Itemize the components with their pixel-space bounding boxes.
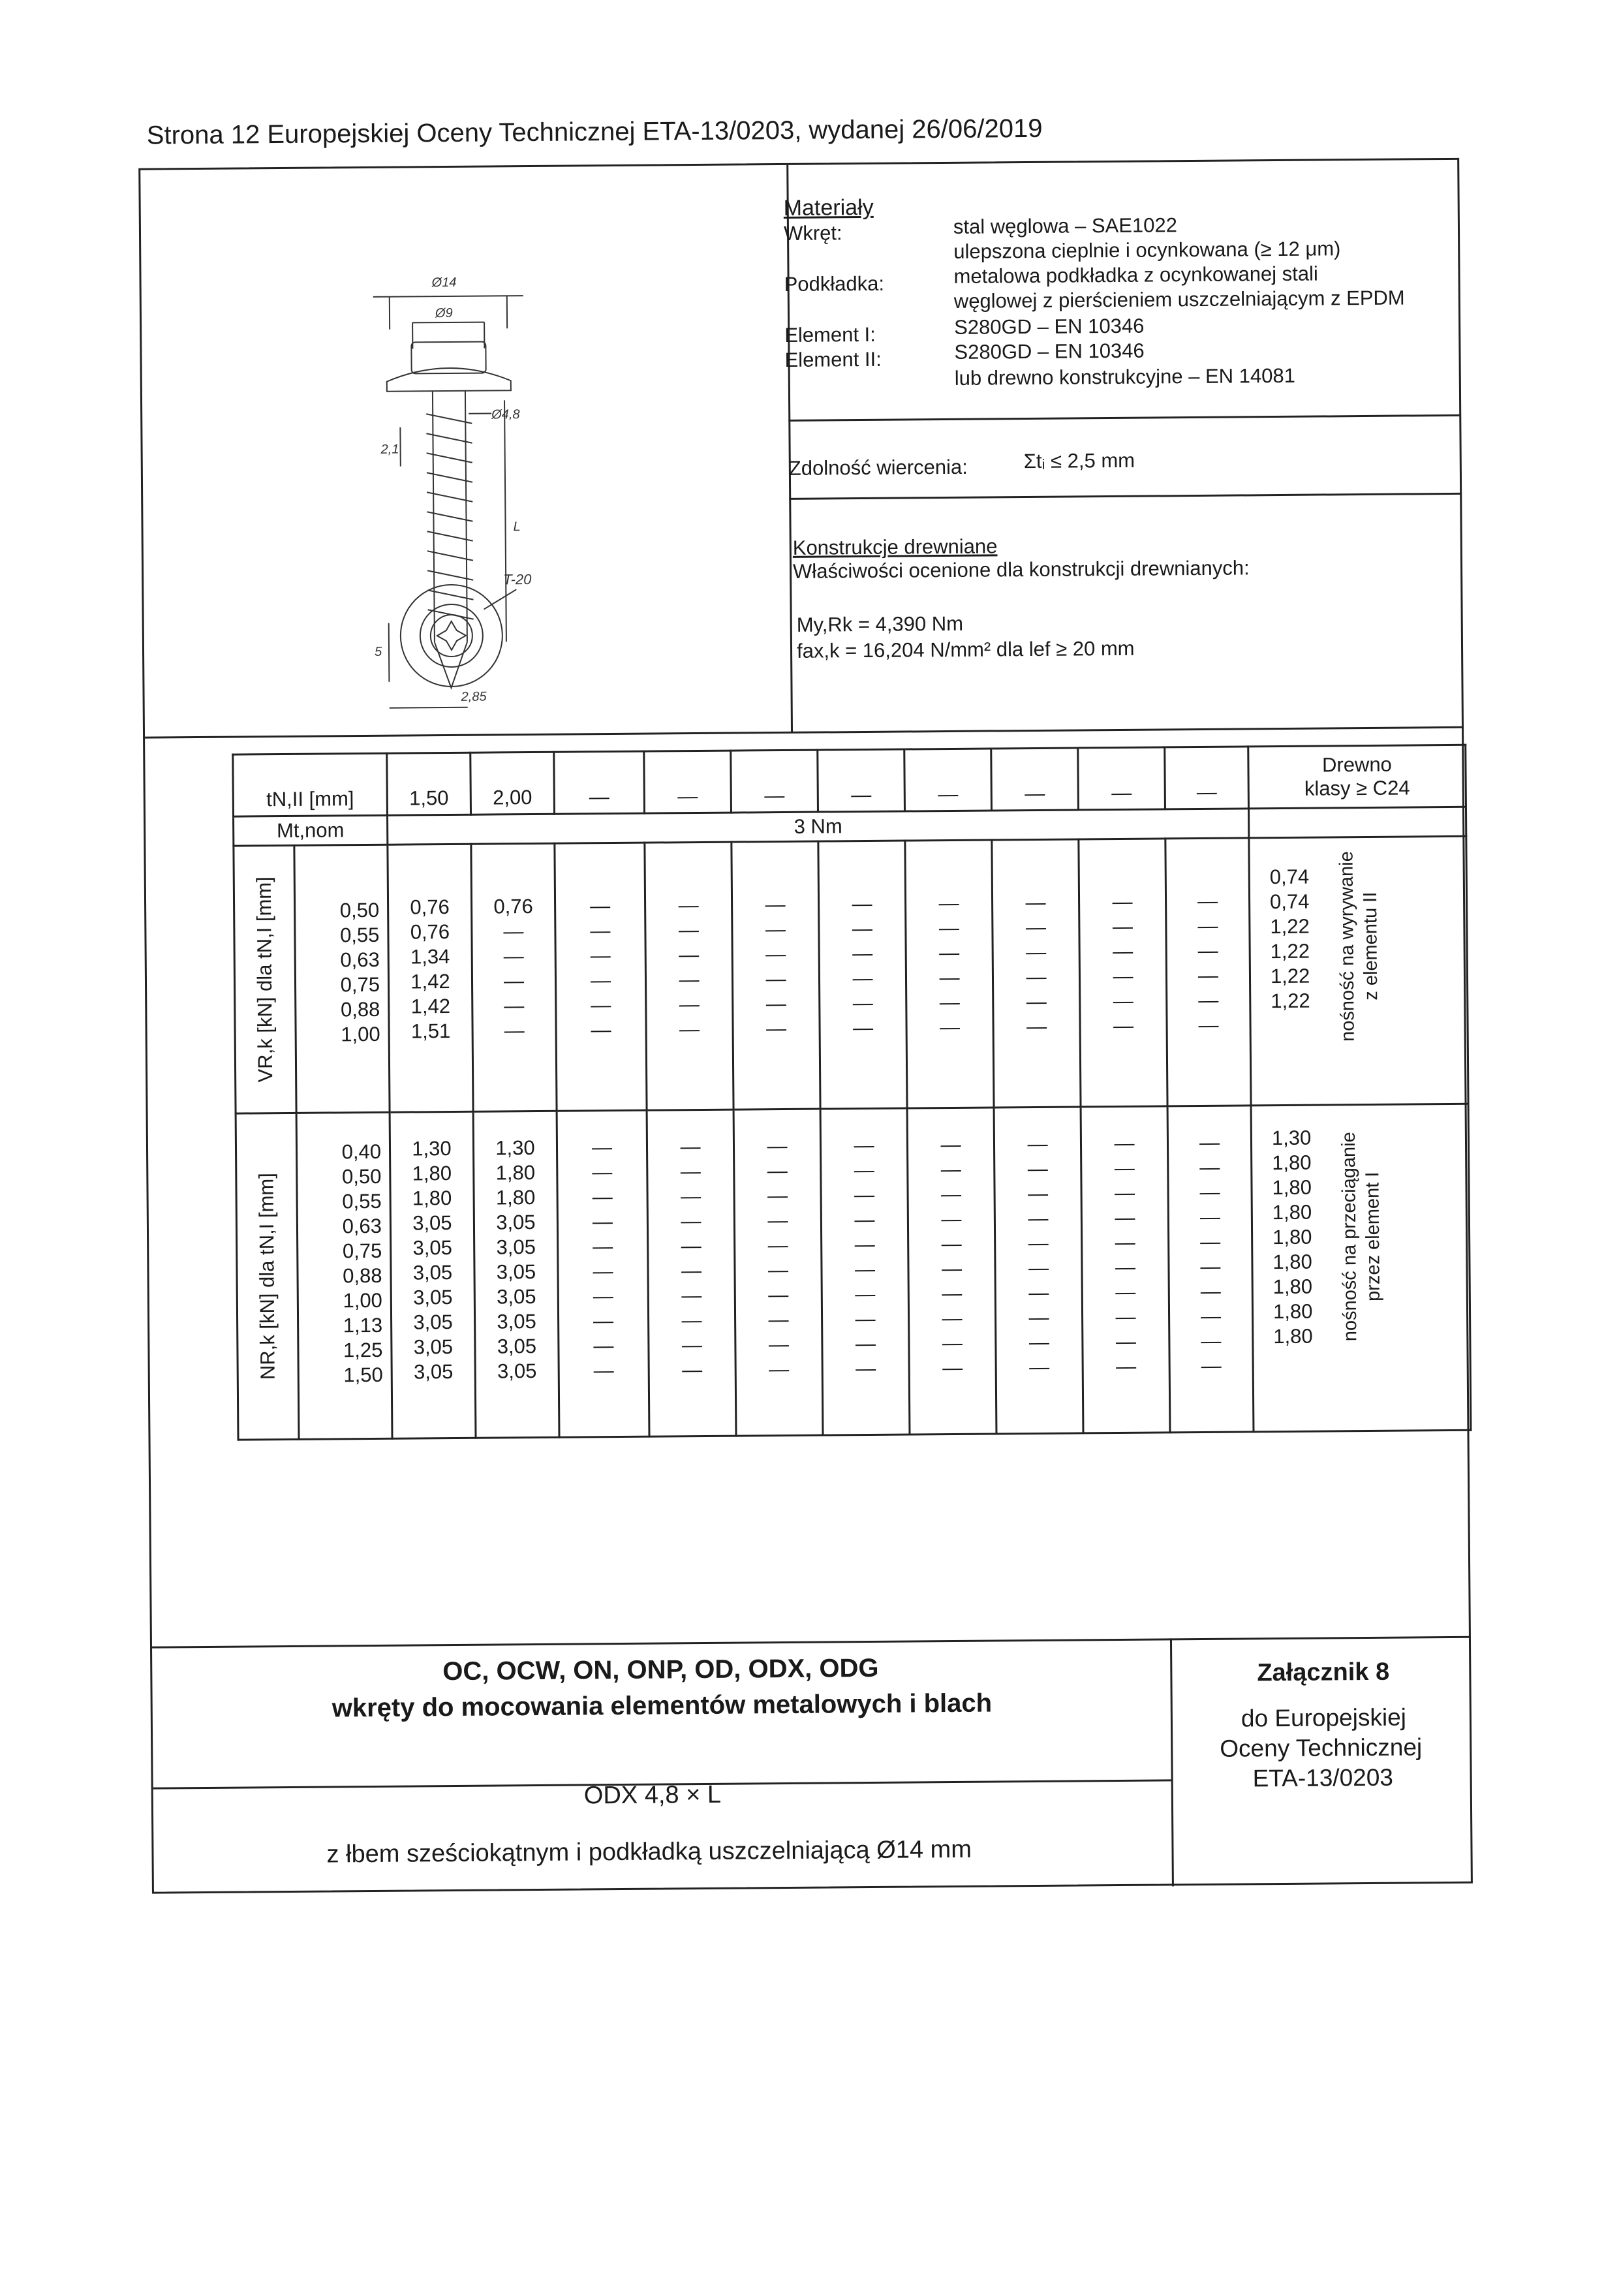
tension-wood: 1,80 [1273, 1299, 1313, 1324]
dash-cell: — [559, 1209, 647, 1235]
dash-cell: — [996, 1305, 1081, 1330]
t2-value: — [555, 785, 643, 813]
tension-value: 3,05 [476, 1309, 557, 1335]
dim-washer-diameter: Ø9 [435, 306, 453, 320]
dash-cell: — [1082, 1180, 1167, 1205]
dash-cell: — [910, 1280, 995, 1306]
dash-cell: — [909, 1231, 994, 1256]
tension-value: 1,30 [391, 1136, 472, 1162]
dash-column [1169, 1106, 1252, 1378]
dash-cell: — [996, 1255, 1081, 1280]
dash-column [1082, 1107, 1169, 1379]
shear-value: 1,42 [390, 969, 471, 995]
shear-value: — [473, 969, 555, 994]
dash-cell: — [1083, 1230, 1167, 1255]
dash-column [822, 1109, 908, 1382]
dash-column [648, 1111, 735, 1383]
dash-cell: — [557, 943, 645, 969]
annex-line: ETA-13/0203 [1252, 1764, 1393, 1793]
dash-cell: — [823, 1282, 908, 1307]
footer-product: ODX 4,8 × L [584, 1781, 722, 1810]
dash-cell: — [1080, 889, 1165, 914]
dash-cell: — [997, 1354, 1082, 1380]
dash-cell: — [994, 939, 1079, 965]
wood-header: Drewno [1249, 752, 1464, 778]
mtnom-label: Mt,nom [234, 818, 386, 843]
shear-wood: 1,22 [1271, 964, 1310, 989]
timber-subheading: Właściwości ocenione dla konstrukcji drewnianych: [793, 556, 1250, 583]
dash-cell: — [1083, 1254, 1167, 1280]
tension-wood: 1,80 [1272, 1225, 1312, 1250]
timber-myrk: My,Rk = 4,390 Nm [797, 612, 964, 637]
dash-column [819, 842, 905, 1041]
dash-column [1079, 839, 1165, 1038]
tension-wood: 1,80 [1273, 1324, 1313, 1349]
tension-t1: 0,88 [298, 1264, 382, 1289]
shear-wood: 0,74 [1270, 865, 1310, 890]
dash-cell: — [824, 1356, 908, 1382]
t2-value: — [732, 784, 817, 812]
tension-value: 3,05 [392, 1211, 473, 1236]
tension-value: 1,30 [474, 1136, 556, 1161]
dash-cell: — [559, 1284, 647, 1309]
dash-cell: — [820, 966, 905, 991]
tnii-label: tN,II [mm] [234, 787, 386, 816]
shear-value: 0,76 [389, 895, 470, 920]
dash-cell: — [649, 1308, 734, 1333]
dash-cell: — [1167, 888, 1248, 914]
tension-value: 3,05 [392, 1310, 474, 1335]
dash-cell: — [733, 967, 818, 992]
dim-thread-pitch: 2,1 [380, 442, 399, 457]
dash-cell: — [907, 989, 992, 1015]
shear-t1: 0,63 [296, 948, 380, 973]
shear-t1: 0,55 [296, 923, 379, 948]
dash-cell: — [647, 1017, 732, 1042]
t2-value: — [1079, 781, 1164, 809]
drilling-value: Σtᵢ ≤ 2,5 mm [1024, 449, 1135, 473]
dash-cell: — [557, 968, 645, 993]
tension-wood-note: nośność na przeciąganie [1337, 1125, 1363, 1348]
tension-t1: 1,50 [300, 1363, 383, 1388]
dash-cell: — [1169, 1229, 1251, 1254]
drive-label: T-20 [503, 571, 532, 587]
dash-cell: — [647, 967, 732, 993]
tension-wood-note: przez element I [1361, 1125, 1386, 1348]
shear-wood-note: z elementu II [1359, 851, 1383, 1042]
shear-value: 0,76 [389, 920, 470, 945]
dash-cell: — [823, 1331, 908, 1357]
dash-cell: — [649, 1333, 734, 1358]
dash-cell: — [1171, 1353, 1252, 1378]
tension-wood: 1,80 [1272, 1200, 1312, 1225]
tension-value: 3,05 [392, 1335, 474, 1360]
tension-value: 3,05 [475, 1260, 557, 1285]
dash-cell: — [1082, 1130, 1167, 1156]
materials-value: lub drewno konstrukcyjne – EN 14081 [955, 364, 1295, 390]
tension-t1: 0,75 [298, 1239, 382, 1264]
dash-cell: — [907, 1014, 992, 1040]
dash-cell: — [736, 1307, 821, 1333]
dash-cell: — [559, 1309, 647, 1334]
dash-cell: — [559, 1333, 647, 1359]
dash-cell: — [646, 893, 731, 918]
divider [786, 165, 793, 733]
t2-value: 2,00 [472, 786, 553, 814]
dash-cell: — [820, 1016, 905, 1041]
dash-cell: — [649, 1233, 733, 1259]
dash-column [906, 841, 992, 1040]
dash-column [645, 843, 732, 1042]
dash-cell: — [735, 1258, 820, 1283]
dash-cell: — [558, 1160, 646, 1185]
dash-cell: — [906, 915, 991, 940]
dash-column [908, 1108, 995, 1380]
tension-t1: 0,63 [298, 1214, 382, 1239]
dash-cell: — [908, 1181, 993, 1207]
tension-value: 1,80 [474, 1185, 556, 1211]
dash-cell: — [559, 1234, 647, 1260]
tension-t1: 1,00 [299, 1288, 382, 1314]
torx-drive-drawing [386, 570, 570, 702]
dash-cell: — [996, 1230, 1081, 1256]
tension-value: 3,05 [476, 1359, 558, 1384]
dash-cell: — [733, 991, 818, 1017]
dash-cell: — [996, 1205, 1081, 1231]
dash-cell: — [1169, 1130, 1250, 1155]
timber-faxk: fax,k = 16,204 N/mm² dla lef ≥ 20 mm [797, 637, 1135, 663]
materials-value: S280GD – EN 10346 [954, 315, 1145, 339]
tension-value: 3,05 [392, 1285, 474, 1311]
materials-label: Element II: [784, 348, 881, 372]
dash-cell: — [736, 1332, 821, 1357]
dash-cell: — [1167, 1012, 1249, 1038]
shear-value: 1,51 [390, 1019, 471, 1044]
dash-cell: — [1169, 1179, 1250, 1205]
dash-cell: — [560, 1358, 648, 1384]
dash-cell: — [822, 1183, 906, 1208]
dash-cell: — [1167, 963, 1249, 988]
divider [1170, 1638, 1174, 1886]
dash-cell: — [995, 1156, 1080, 1181]
materials-label: Wkręt: [784, 221, 842, 245]
dash-cell: — [1083, 1205, 1167, 1230]
dash-column [993, 840, 1079, 1039]
shear-value: — [473, 944, 555, 969]
dash-cell: — [1083, 1304, 1168, 1329]
tension-wood: 1,30 [1272, 1126, 1312, 1151]
materials-heading: Materiały [784, 195, 874, 221]
dim-drill-diameter: 2,85 [461, 690, 487, 704]
dash-cell: — [648, 1159, 733, 1185]
shear-t1-list [295, 846, 388, 1047]
footer-description: z łbem sześciokątnym i podkładką uszczelniającą Ø14 mm [326, 1836, 972, 1869]
dash-cell: — [910, 1330, 995, 1356]
drilling-label: Zdolność wiercenia: [789, 456, 968, 480]
dash-cell: — [650, 1357, 735, 1383]
dash-cell: — [996, 1280, 1081, 1305]
dash-cell: — [994, 1014, 1079, 1039]
materials-value: S280GD – EN 10346 [954, 339, 1145, 364]
tension-t1: 1,13 [299, 1313, 382, 1339]
dash-cell: — [733, 917, 818, 942]
dash-cell: — [1170, 1279, 1252, 1304]
dash-cell: — [735, 1208, 820, 1233]
dash-cell: — [1167, 987, 1249, 1013]
dash-cell: — [559, 1259, 647, 1284]
dash-cell: — [1084, 1354, 1169, 1379]
tension-value: 3,05 [475, 1235, 557, 1260]
t2-value: — [645, 784, 730, 813]
wood-header: klasy ≥ C24 [1250, 776, 1465, 801]
dash-column [558, 1111, 648, 1384]
dash-cell: — [735, 1233, 820, 1258]
dim-thread-diameter: Ø4,8 [491, 407, 520, 422]
footer-title: OC, OCW, ON, ONP, OD, ODX, ODG [442, 1654, 879, 1686]
tension-wood: 1,80 [1272, 1151, 1312, 1175]
materials-label: Element I: [784, 323, 876, 347]
dash-cell: — [1083, 1329, 1168, 1354]
t2-value: — [906, 782, 991, 810]
materials-label: Podkładka: [784, 272, 885, 296]
dash-cell: — [820, 941, 905, 967]
annex-line: Oceny Technicznej [1220, 1733, 1422, 1762]
dash-cell: — [1167, 938, 1249, 963]
tension-wood: 1,80 [1272, 1175, 1312, 1200]
footer-subtitle: wkręty do mocowania elementów metalowych i blach [332, 1689, 993, 1724]
tension-value: 3,05 [392, 1260, 473, 1286]
t2-value: — [1166, 780, 1248, 808]
dash-cell: — [1081, 1013, 1165, 1038]
dash-cell: — [907, 940, 992, 965]
shear-wood: 1,22 [1271, 939, 1310, 964]
dash-cell: — [733, 1016, 818, 1042]
materials-value: metalowa podkładka z ocynkowanej stali [953, 262, 1318, 288]
materials-value: stal węglowa – SAE1022 [953, 213, 1177, 239]
shear-t1: 0,88 [296, 997, 380, 1023]
dash-cell: — [907, 965, 992, 990]
dash-cell: — [908, 1156, 993, 1182]
shear-value: — [472, 919, 554, 944]
shear-value: 1,34 [390, 944, 471, 970]
dash-cell: — [1081, 963, 1165, 989]
shear-value: 1,42 [390, 994, 471, 1019]
divider [145, 726, 1463, 739]
tension-value: 1,80 [391, 1186, 472, 1211]
dash-cell: — [993, 914, 1078, 940]
dash-cell: — [994, 989, 1079, 1014]
dash-cell: — [820, 892, 904, 917]
shear-t1: 0,50 [296, 898, 379, 923]
tension-value: 3,05 [392, 1235, 473, 1261]
divider [788, 414, 1460, 422]
dim-head-diameter: Ø14 [431, 275, 457, 290]
dim-drill-tip: 5 [375, 645, 382, 659]
annex-title: Załącznik 8 [1257, 1658, 1389, 1688]
dash-cell: — [1080, 914, 1165, 939]
dash-cell: — [737, 1357, 822, 1382]
t2-value: — [993, 781, 1077, 809]
resistance-table [232, 744, 1472, 1441]
tension-wood: 1,80 [1272, 1250, 1312, 1275]
dash-cell: — [733, 942, 818, 967]
tension-value: 3,05 [476, 1284, 557, 1310]
dash-cell: — [908, 1132, 993, 1157]
tension-value: 1,80 [391, 1161, 472, 1187]
dash-cell: — [994, 964, 1079, 989]
dim-length: L [513, 520, 520, 534]
dash-cell: — [558, 1185, 646, 1210]
dash-cell: — [646, 918, 731, 943]
dash-cell: — [647, 992, 732, 1017]
dash-cell: — [822, 1158, 906, 1183]
tension-axis-label: NR,k [kN] dla tN,I [mm] [254, 1173, 279, 1380]
dash-cell: — [1167, 913, 1248, 939]
shear-wood: 0,74 [1270, 890, 1310, 914]
shear-t1: 1,00 [297, 1022, 380, 1047]
t2-value: 1,50 [388, 786, 470, 814]
t2-value: — [819, 783, 904, 811]
dash-cell: — [733, 892, 818, 918]
timber-heading: Konstrukcje drewniane [793, 535, 998, 559]
dash-cell: — [735, 1158, 820, 1184]
dash-cell: — [906, 890, 991, 916]
dash-cell: — [822, 1232, 907, 1258]
dash-cell: — [735, 1134, 820, 1159]
dash-cell: — [1169, 1254, 1251, 1279]
dash-cell: — [1082, 1155, 1167, 1181]
dash-cell: — [1170, 1328, 1252, 1354]
dash-cell: — [557, 993, 645, 1018]
dash-cell: — [993, 890, 1078, 915]
dash-cell: — [735, 1183, 820, 1209]
dash-cell: — [558, 1135, 646, 1160]
dash-cell: — [736, 1282, 821, 1308]
dash-cell: — [648, 1134, 733, 1160]
tension-wood: 1,80 [1273, 1275, 1313, 1299]
shear-axis-label: VR,k [kN] dla tN,I [mm] [253, 877, 277, 1082]
shear-value: — [473, 1018, 555, 1044]
dash-cell: — [909, 1206, 994, 1232]
dash-cell: — [823, 1307, 908, 1332]
dash-cell: — [556, 893, 644, 919]
tension-value: 1,80 [474, 1160, 556, 1186]
shear-wood: 1,22 [1270, 914, 1310, 939]
tension-value: 3,05 [476, 1334, 557, 1359]
tension-t1: 1,25 [299, 1338, 382, 1363]
dash-cell: — [557, 1017, 645, 1043]
shear-value: — [473, 993, 555, 1019]
dash-cell: — [996, 1329, 1081, 1355]
dash-cell: — [1083, 1279, 1168, 1305]
shear-wood: 1,22 [1271, 989, 1310, 1014]
dash-column [732, 843, 818, 1042]
dash-cell: — [822, 1257, 907, 1282]
dash-cell: — [649, 1209, 733, 1234]
page-header: Strona 12 Europejskiej Oceny Technicznej ETA-13/0203, wydanej 26/06/2019 [147, 114, 1043, 151]
tension-t1: 0,50 [298, 1164, 381, 1190]
dash-cell: — [995, 1181, 1080, 1206]
dash-column [555, 844, 645, 1043]
divider [789, 493, 1461, 500]
dash-cell: — [820, 991, 905, 1016]
dash-cell: — [910, 1355, 995, 1380]
torque-value: 3 Nm [388, 811, 1248, 841]
tension-value: 3,05 [393, 1359, 474, 1385]
dash-cell: — [822, 1133, 906, 1158]
dash-cell: — [1081, 988, 1165, 1014]
dash-column [1166, 839, 1249, 1038]
dash-cell: — [820, 916, 904, 942]
materials-value: węglowej z pierścieniem uszczelniającym z EPDM [954, 286, 1405, 313]
dash-cell: — [1081, 939, 1165, 964]
dash-cell: — [1169, 1204, 1251, 1230]
annex-line: do Europejskiej [1241, 1704, 1406, 1733]
dash-cell: — [649, 1283, 734, 1309]
dash-cell: — [556, 918, 644, 944]
dash-cell: — [909, 1256, 994, 1281]
dash-cell: — [1169, 1155, 1250, 1180]
shear-value: 0,76 [472, 894, 554, 920]
materials-value: ulepszona cieplnie i ocynkowana (≥ 12 μm) [953, 237, 1340, 264]
dash-cell: — [648, 1184, 733, 1209]
tension-t1: 0,40 [298, 1140, 381, 1165]
dash-column [995, 1108, 1082, 1380]
shear-t1: 0,75 [296, 972, 380, 998]
shear-wood-note: nośność na wyrywanie [1335, 851, 1360, 1042]
dash-cell: — [649, 1258, 733, 1284]
dash-cell: — [910, 1305, 995, 1331]
tension-value: 3,05 [475, 1210, 557, 1235]
dash-column [735, 1110, 822, 1382]
dash-cell: — [995, 1131, 1080, 1156]
tension-t1: 0,55 [298, 1189, 382, 1215]
dash-cell: — [822, 1207, 907, 1233]
dash-cell: — [647, 942, 732, 968]
dash-cell: — [1170, 1303, 1252, 1329]
divider [152, 1636, 1470, 1649]
